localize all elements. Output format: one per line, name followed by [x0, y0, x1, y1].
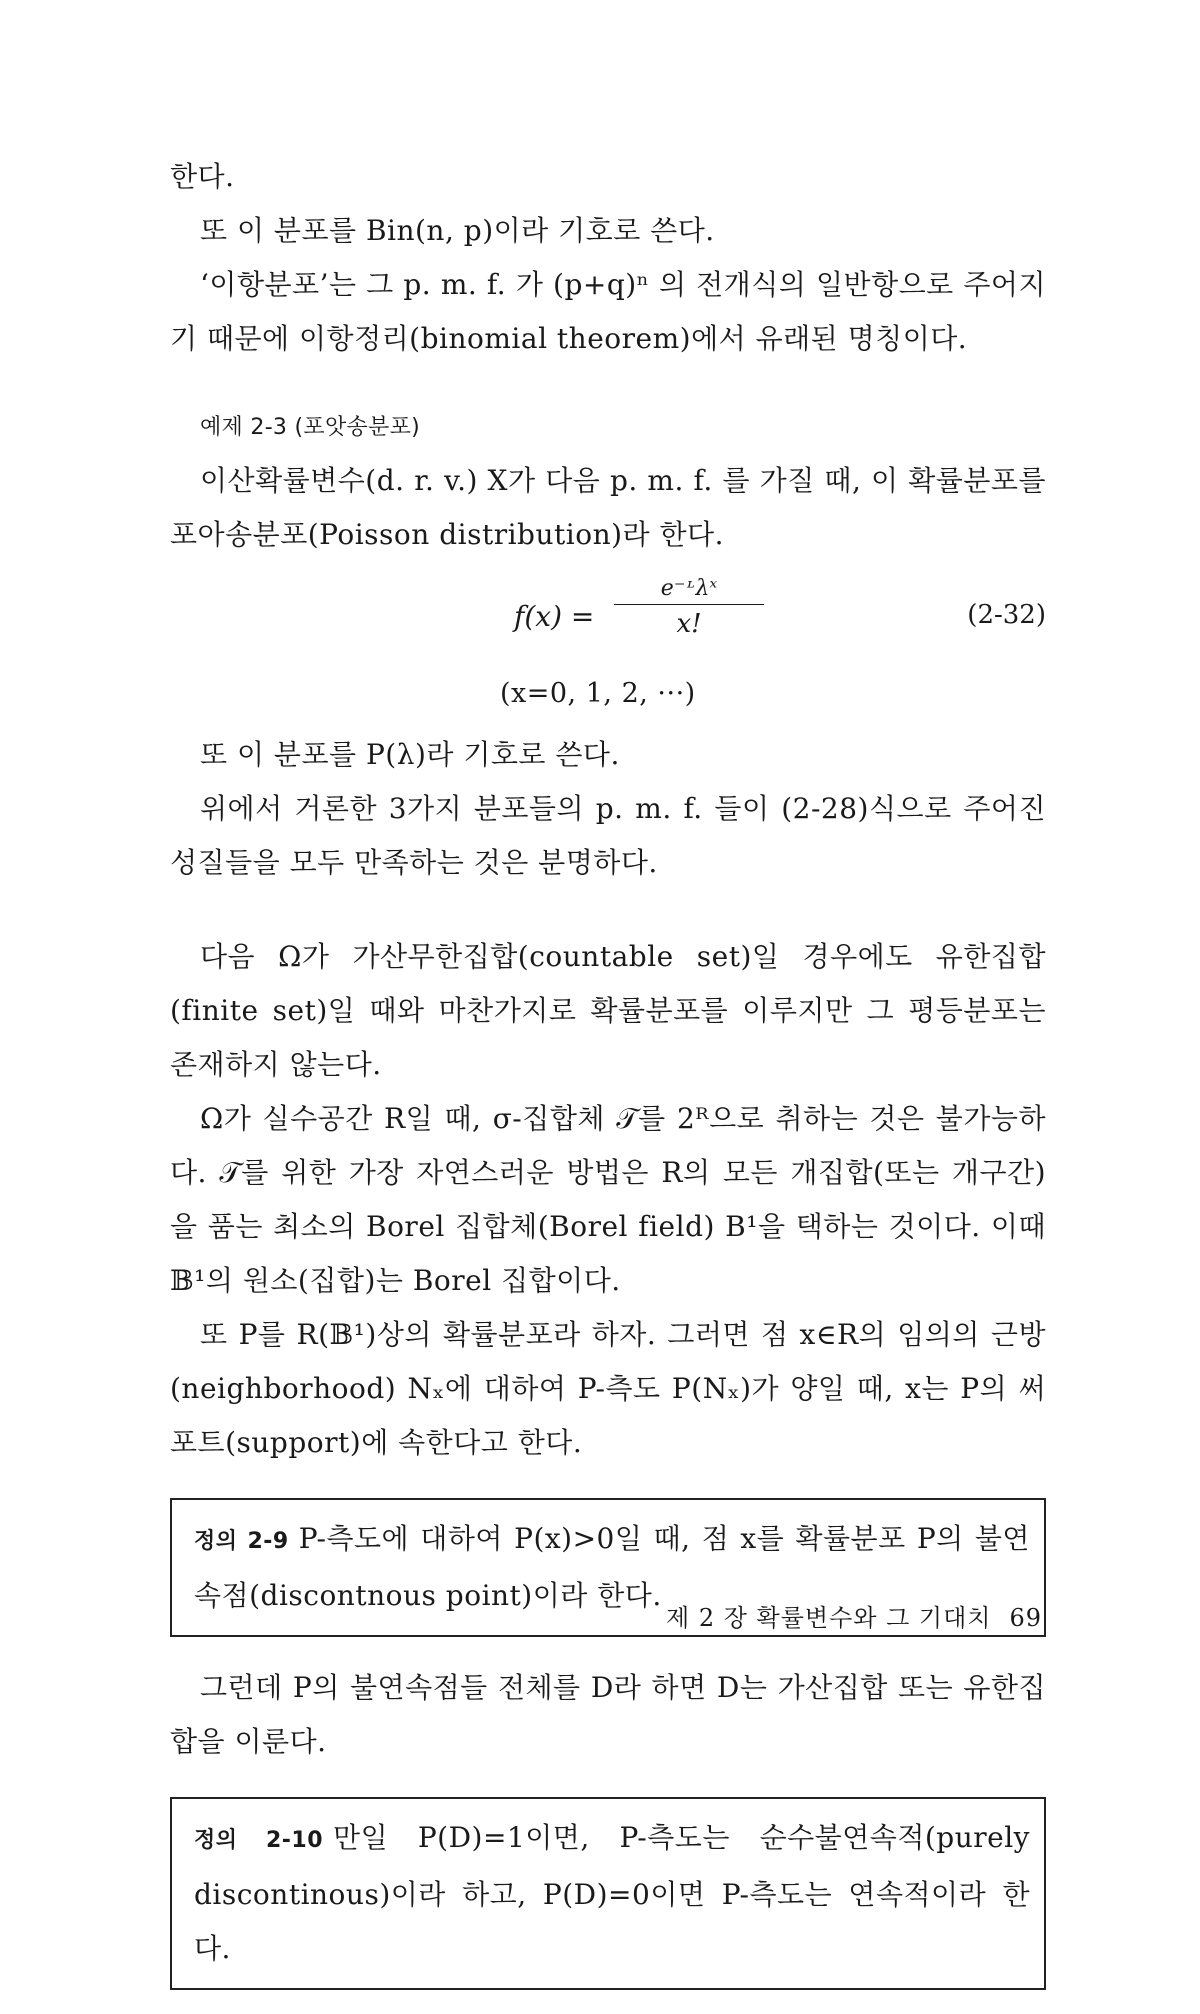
definition-label: 정의 2-10 [194, 1828, 324, 1853]
paragraph: 또 이 분포를 P(λ)라 기호로 쓴다. [200, 738, 620, 771]
definition-box-2-10 [170, 1797, 1046, 1990]
section-gap [170, 890, 1046, 930]
equation-fraction [614, 574, 764, 643]
definition-body: 만일 P(D)=1이면, P-측도는 순수불연속적(purely discontinous)이라 하고, P(D)=0이면 P-측도는 연속적이라 한다. [194, 1821, 1030, 1965]
paragraph: 또 이 분포를 Bin(n, p)이라 기호로 쓴다. [200, 214, 715, 247]
equation-numerator: e⁻ᶫλˣ [614, 574, 764, 605]
chapter-title: 제 2 장 확률변수와 그 기대치 [666, 1604, 992, 1632]
paragraph: ‘이항분포’는 그 p. m. f. 가 (p+q)ⁿ 의 전개식의 일반항으로 주어지기 때문에 이항정리(binomial theorem)에서 유래된 명칭이다. [170, 268, 1046, 355]
example-heading: 예제 2-3 (포앗송분포) [200, 415, 421, 440]
paragraph: Ω가 실수공간 R일 때, σ-집합체 𝒯를 2ᴿ으로 취하는 것은 불가능하다. 𝒯를 위한 가장 자연스러운 방법은 R의 모든 개집합(또는 개구간)을 품는 최소의 Borel 집합체(Borel field) B¹을 택하는 것이다. 이때 𝔹¹의 원소(집합)는 Borel 집합이다. [170, 1102, 1046, 1297]
running-footer [666, 1598, 1042, 1633]
equation-domain: (x=0, 1, 2, ···) [500, 678, 696, 709]
example-text: 이산확률변수(d. r. v.) X가 다음 p. m. f. 를 가질 때, 이 확률분포를 포아송분포(Poisson distribution)라 한다. [170, 464, 1046, 551]
equation-2-32 [170, 570, 1046, 666]
paragraph: 다음 Ω가 가산무한집합(countable set)일 경우에도 유한집합(finite set)일 때와 마찬가지로 확률분포를 이루지만 그 평등분포는 존재하지 않는다. [170, 940, 1046, 1081]
page-number: 69 [1009, 1604, 1042, 1632]
paragraph: 한다. [170, 160, 235, 193]
definition-body: P-측도에 대하여 P(x)>0일 때, 점 x를 확률분포 P의 불연속점(discontnous point)이라 한다. [194, 1522, 1030, 1612]
paragraph: 위에서 거론한 3가지 분포들의 p. m. f. 들이 (2-28)식으로 주어진 성질들을 모두 만족하는 것은 분명하다. [170, 792, 1046, 879]
definition-text [194, 1811, 1030, 1976]
paragraph: 그런데 P의 불연속점들 전체를 D라 하면 D는 가산집합 또는 유한집합을 이룬다. [170, 1671, 1046, 1758]
paragraph: 또 P를 R(𝔹¹)상의 확률분포라 하자. 그러면 점 x∈R의 임의의 근방(neighborhood) Nₓ에 대하여 P-측도 P(Nₓ)가 양일 때, x는 P의 써포트(support)에 속한다고 한다. [170, 1318, 1046, 1459]
equation-denominator: x! [676, 609, 702, 639]
equation-number: (2-32) [967, 600, 1046, 630]
equation-lhs: f(x) = [514, 600, 595, 633]
definition-label: 정의 2-9 [194, 1529, 289, 1554]
page-body [170, 150, 1046, 2014]
